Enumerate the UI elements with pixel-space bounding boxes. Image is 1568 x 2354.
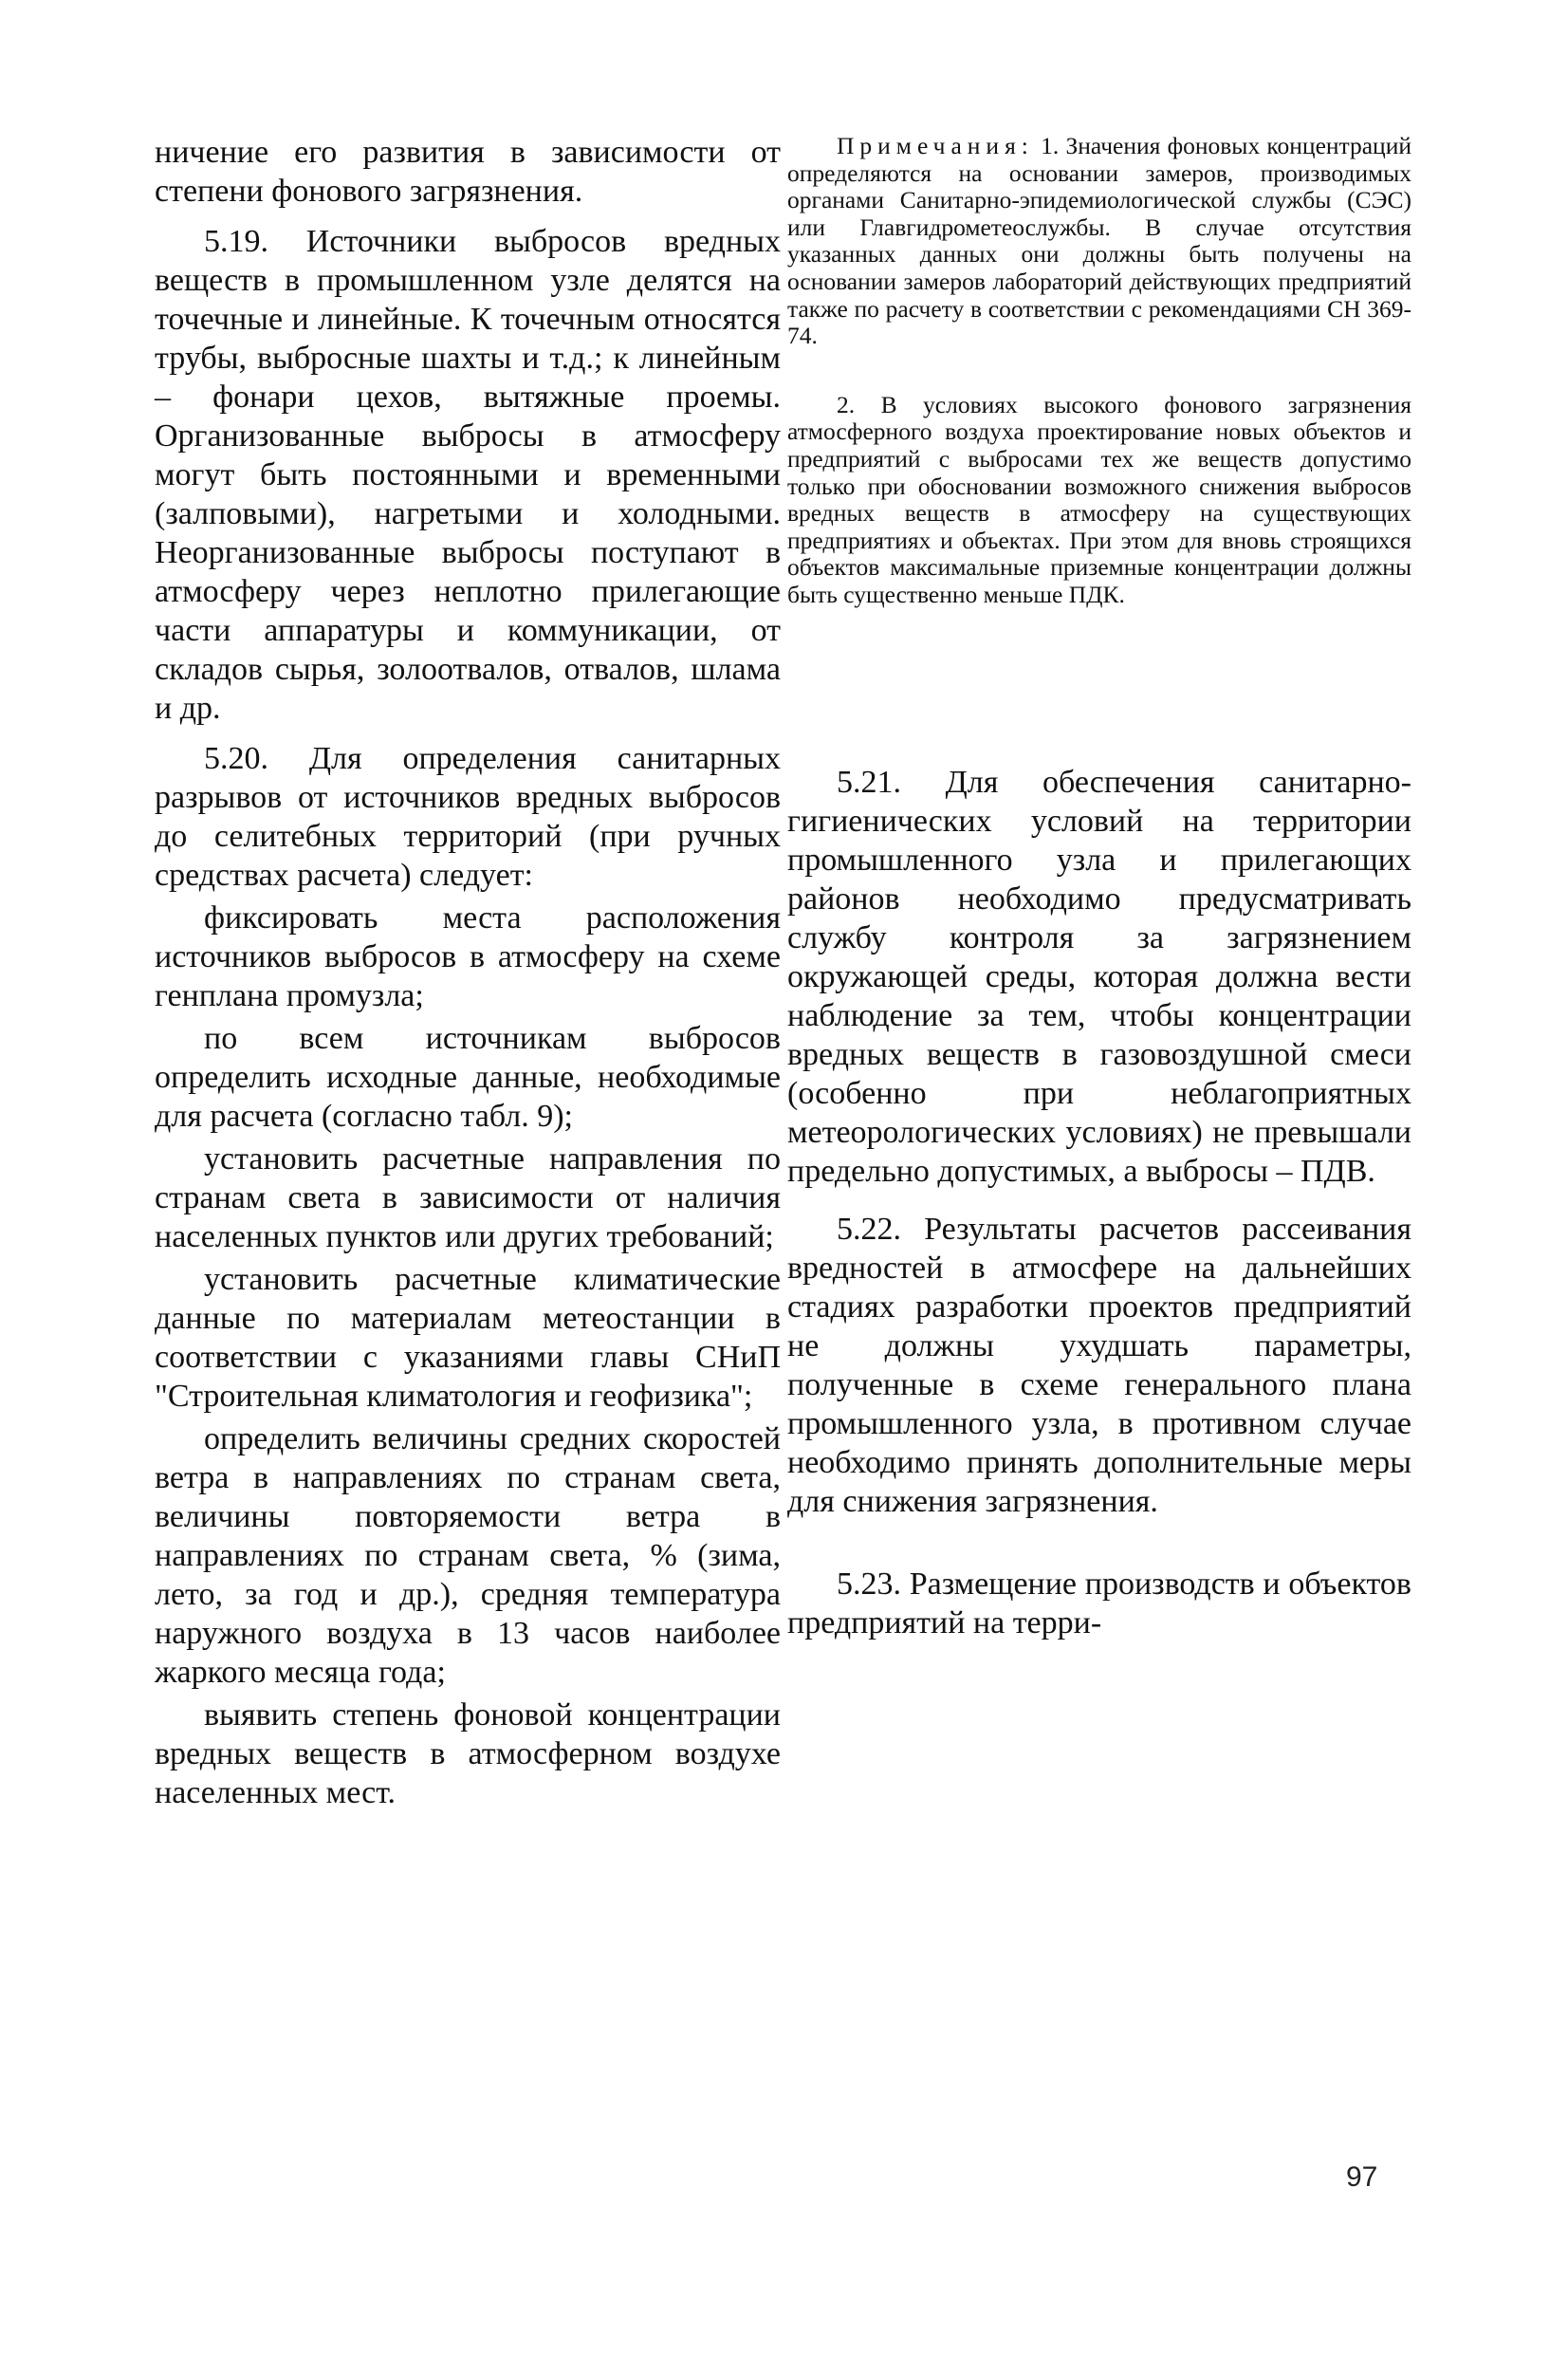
paragraph-text: Результаты расчетов рассеивания вредностей в атмосфере на дальнейших стадиях разработки проектов предприятий не должны ухудшать параметры, полученные в схеме генерального плана промышленного узла, в противном случае необходимо принять дополнительные меры для снижения загрязнения. [787, 1211, 1411, 1519]
paragraph-number: 5.19. [204, 224, 268, 259]
continuation-paragraph: ничение его развития в зависимости от степени фонового загрязнения. [155, 135, 781, 209]
list-item: фиксировать места расположения источников выбросов в атмосферу на схеме генплана промузла; [155, 900, 781, 1013]
paragraph-text: Размещение производств и объектов предприятий на терри- [787, 1566, 1411, 1640]
note-2: 2. В условиях высокого фонового загрязнения атмосферного воздуха проектирование новых объектов и предприятий с выбросами тех же веществ допустимо только при обосновании возможного снижения выбросов вредных веществ в атмосферу на существующих предприятиях и объектах. При этом для вновь строящихся объектов максимальные приземные концентрации должны быть существенно меньше ПДК. [787, 390, 1411, 608]
paragraph-number: 5.23. [837, 1566, 901, 1602]
paragraph-text: Источники выбросов вредных веществ в промышленном узле делятся на точечные и линейные. К точечным относятся трубы, выбросные шахты и т.д.; к линейным – фонари цехов, вытяжные проемы. Организованные выбросы в атмосферу могут быть постоянными и временными (залповыми), нагретыми и холодными. Неорганизованные выбросы поступают в атмосферу через неплотно прилегающие части аппаратуры и коммуникации, от складов сырья, золоотвалов, отвалов, шлама и др. [155, 224, 781, 726]
left-column [155, 133, 781, 1816]
paragraph-number: 5.22. [837, 1211, 901, 1247]
paragraph-5-22 [787, 1210, 1411, 1521]
paragraph-5-20 [155, 739, 781, 895]
right-column [787, 133, 1411, 1654]
paragraph-number: 5.21. [837, 764, 901, 800]
list-item: установить расчетные направления по странам света в зависимости от наличия населенных пунктов или других требований; [155, 1141, 781, 1254]
notes-heading: Примечания: [837, 132, 1034, 159]
note-1 [787, 133, 1411, 350]
paragraph-text: Для обеспечения санитарно-гигиенических условий на территории промышленного узла и прилегающих районов необходимо предусматривать службу контроля за загрязнением окружающей среды, которая должна вести наблюдение за тем, чтобы концентрации вредных веществ в газовоздушной смеси (особенно при неблагоприятных метеорологических условиях) не превышали предельно допустимых, а выбросы – ПДВ. [787, 764, 1411, 1189]
paragraph-5-21 [787, 763, 1411, 1191]
paragraph-text: Для определения санитарных разрывов от источников вредных выбросов до селитебных территорий (при ручных средствах расчета) следует: [155, 741, 781, 893]
page-number: 97 [1346, 2161, 1378, 2193]
note-text: 1. Значения фоновых концентраций определяются на основании замеров, производимых органами Санитарно-эпидемиологической службы (СЭС) или Главгидрометеослужбы. В случае отсутствия указанных данных они должны быть получены на основании замеров лабораторий действующих предприятий также по расчету в соответствии с рекомендациями СН 369-74. [787, 132, 1411, 350]
list-item: по всем источникам выбросов определить исходные данные, необходимые для расчета (согласно табл. 9); [155, 1021, 781, 1134]
paragraph-number: 5.20. [204, 741, 268, 776]
paragraph-5-19 [155, 222, 781, 728]
paragraph-5-23 [787, 1565, 1411, 1642]
list-item: установить расчетные климатические данные по материалам метеостанции в соответствии с указаниями главы СНиП "Строительная климатология и геофизика"; [155, 1262, 781, 1414]
list-item: выявить степень фоновой концентрации вредных веществ в атмосферном воздухе населенных мест. [155, 1697, 781, 1810]
list-item: определить величины средних скоростей ветра в направлениях по странам света, величины повторяемости ветра в направлениях по странам света, % (зима, лето, за год и др.), средняя температура наружного воздуха в 13 часов наиболее жаркого месяца года; [155, 1421, 781, 1690]
